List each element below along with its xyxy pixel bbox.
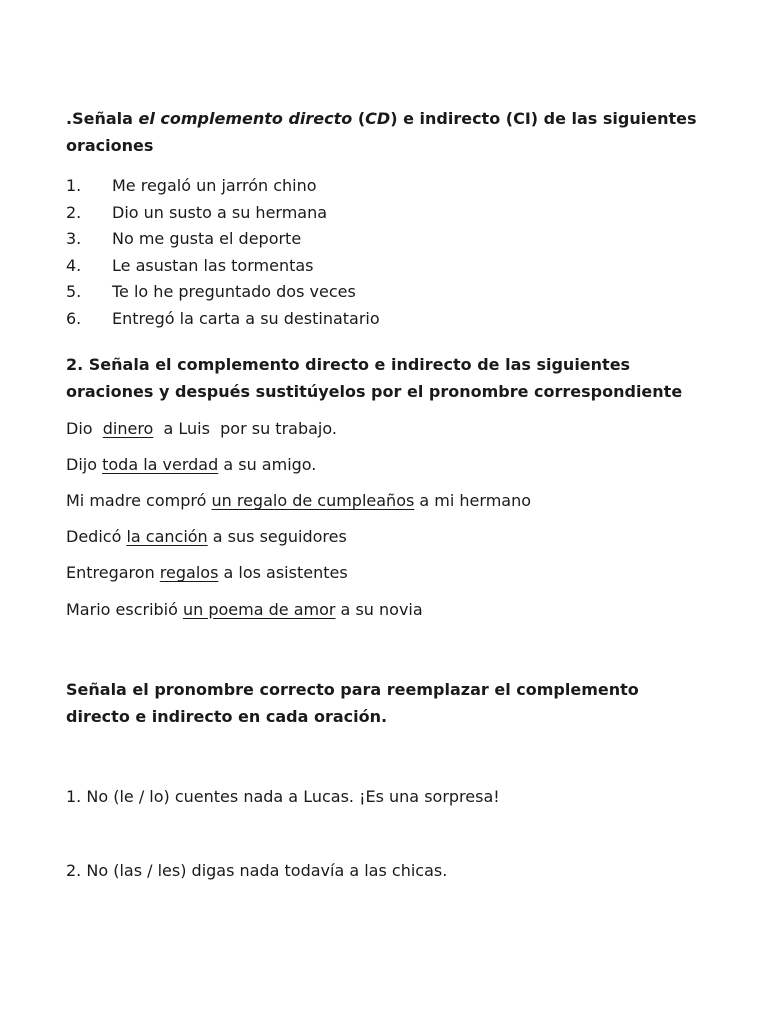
list-item-text: Le asustan las tormentas: [112, 255, 314, 275]
sentence-text: a mi hermano: [414, 490, 532, 510]
sentence-underlined: la canción: [126, 527, 208, 547]
section1-heading-text: (: [352, 109, 366, 128]
sentence-text: Dedicó: [66, 527, 127, 547]
document-page: [66, 105, 706, 883]
sentence-text: a sus seguidores: [207, 527, 347, 547]
section2-heading: 2. Señala el complemento directo e indirecto de las siguientes oraciones y después sustitúyelos por el pronombre correspondiente: [66, 354, 683, 401]
section1-heading-text: ) e indirecto (CI) de las siguientes oraciones: [66, 109, 697, 155]
sentence-underlined: regalos: [159, 563, 219, 583]
list-item-text: Entregó la carta a su destinatario: [112, 308, 380, 328]
list-item-text: Dio un susto a su hermana: [112, 202, 328, 222]
list-item-number: 1.: [66, 176, 82, 195]
sentence-text: a los asistentes: [218, 563, 348, 583]
list-item-number: 2.: [66, 202, 82, 222]
list-item-text: Te lo he preguntado dos veces: [112, 282, 356, 302]
list-item: [66, 200, 706, 227]
list-item: [66, 173, 706, 200]
sentence-text: Dijo: [66, 454, 103, 474]
section1-heading-text: .Señala: [66, 109, 139, 128]
section2-sentences: [66, 417, 706, 634]
section1-list: [66, 173, 706, 333]
sentence-text: Mario escribió: [66, 599, 183, 619]
list-item: [66, 253, 706, 280]
sentence-underlined: dinero: [102, 418, 154, 438]
sentence: [66, 453, 706, 489]
sentence-text: Dio: [66, 418, 103, 438]
sentence: [66, 489, 706, 525]
sentence-underlined: toda la verdad: [102, 454, 219, 474]
list-item-number: 4.: [66, 255, 82, 275]
sentence-text: a su amigo.: [218, 454, 317, 474]
list-item: [66, 306, 706, 333]
list-item-number: 3.: [66, 229, 82, 249]
sentence: [66, 417, 706, 453]
sentence: [66, 561, 706, 597]
sentence-text: a su novia: [335, 599, 423, 619]
section1-heading-italic: CD: [365, 109, 391, 128]
sentence-underlined: un poema de amor: [182, 599, 336, 619]
section1-heading: [66, 105, 706, 159]
exercise-item: 1. No (le / lo) cuentes nada a Lucas. ¡Es una sorpresa!: [66, 786, 500, 806]
section1-heading-italic: el complemento directo: [138, 109, 353, 128]
sentence-text: a Luis por su trabajo.: [153, 418, 337, 438]
list-item-text: No me gusta el deporte: [112, 229, 302, 249]
list-item-text: Me regaló un jarrón chino: [112, 176, 317, 195]
list-item: [66, 279, 706, 306]
exercise-item: 2. No (las / les) digas nada todavía a las chicas.: [66, 860, 448, 880]
list-item-number: 6.: [66, 308, 82, 328]
sentence-text: Mi madre compró: [66, 490, 212, 510]
sentence-text: Entregaron: [66, 563, 160, 583]
section3-heading: Señala el pronombre correcto para reemplazar el complemento directo e indirecto en cada oración.: [66, 679, 639, 726]
sentence: [66, 598, 706, 634]
list-item-number: 5.: [66, 282, 82, 302]
sentence-underlined: un regalo de cumpleaños: [211, 490, 415, 510]
list-item: [66, 226, 706, 253]
sentence: [66, 525, 706, 561]
